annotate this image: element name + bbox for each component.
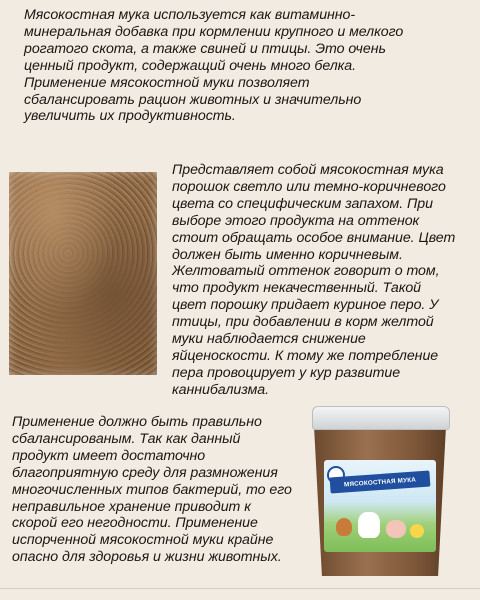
meal-powder-photo [9,172,157,375]
bucket-lid [312,406,450,430]
description-paragraph: Представляет собой мясокостная мука порошок светло или темно-коричневого цвета со специфическим запахом. При выборе этого продукта на оттенок стоит обращать особое внимание. Цвет должен быть именно коричневым. Желтоватый оттенок говорит о том, что продукт некачественный. Такой цвет порошку придает куриное перо. У птицы, при добавлении в корм желтой муки наблюдается снижение яйценоскости. К тому же потребление пера провоцирует у кур развитие каннибализма. [172,162,456,398]
product-name-label: МЯСОКОСТНАЯ МУКА [330,471,431,494]
bottom-divider [0,588,480,589]
hen-icon [336,518,352,536]
usage-paragraph: Применение должно быть правильно сбалансированым. Так как данный продукт имеет достаточно благоприятную среду для размножения многочисленных типов бактерий, то его неправильное хранение приводит к скорой его негодности. Применение испорченной мясокостной муки крайне опасно для здоровья и жизни животных. [12,414,292,566]
cow-icon [358,512,380,538]
pig-icon [386,520,406,538]
intro-paragraph: Мясокостная мука используется как витаминно- минеральная добавка при кормлении крупного и мелкого рогатого скота, а также свиней и птицы. Это очень ценный продукт, содержащий очень много белка. Применение мясокостной муки позволяет сбалансировать рацион животных и значительно увеличить их продуктивность. [24,7,404,125]
chick-icon [410,524,424,538]
bucket-label [324,460,436,552]
product-bucket-image [306,402,476,584]
